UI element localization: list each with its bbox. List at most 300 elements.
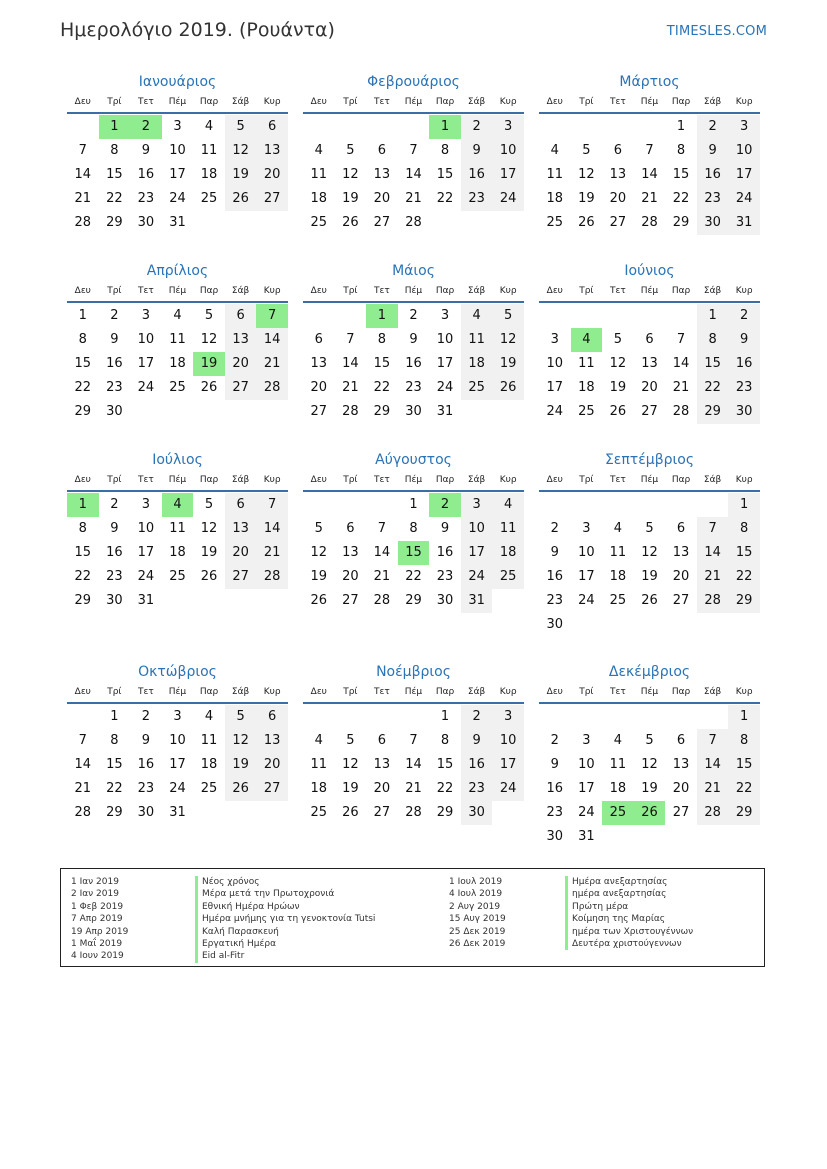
day-cell: 27	[672, 805, 690, 820]
empty-cell	[225, 801, 257, 825]
day-cell: 16	[728, 352, 760, 376]
weekday-label: Πέμ	[168, 475, 187, 485]
empty-cell	[492, 211, 524, 235]
day-cell: 16	[106, 356, 123, 371]
day-cell: 26	[225, 777, 257, 801]
day-cell: 17	[137, 545, 155, 560]
month-name: Αύγουστος	[375, 452, 452, 468]
day-cell: 22	[672, 191, 690, 206]
day-cell: 29	[728, 801, 760, 825]
holiday-date: 1 Ιουλ 2019	[449, 877, 503, 887]
day-cell: 24	[169, 781, 186, 796]
day-cell: 22	[436, 191, 454, 206]
day-cell: 25	[200, 191, 218, 206]
day-cell: 12	[225, 729, 257, 753]
day-cell: 8	[728, 517, 760, 541]
holiday-name: Ημέρα μνήμης για τη γενοκτονία Tutsi	[195, 913, 375, 925]
day-cell: 9	[697, 139, 729, 163]
day-cell: 3	[550, 332, 559, 347]
day-cell: 22	[106, 781, 123, 796]
day-cell: 15	[697, 352, 729, 376]
day-cell: 4	[173, 308, 182, 323]
day-cell: 4	[571, 328, 603, 352]
month-name: Οκτώβριος	[138, 664, 217, 680]
holiday-name: Μέρα μετά την Πρωτοχρονιά	[195, 888, 375, 900]
day-cell: 28	[256, 565, 288, 589]
day-cell: 6	[613, 143, 623, 158]
day-cell: 4	[613, 733, 623, 748]
empty-cell	[256, 400, 288, 424]
day-cell: 28	[373, 593, 391, 608]
day-cell: 17	[461, 541, 493, 565]
month-name: Νοέμβριος	[376, 664, 451, 680]
empty-cell	[665, 825, 697, 849]
day-cell: 31	[169, 215, 186, 230]
week-row	[67, 304, 288, 328]
empty-cell	[492, 801, 524, 825]
day-cell: 1	[78, 308, 87, 323]
weekday-label: Παρ	[671, 97, 691, 107]
day-cell: 7	[377, 521, 387, 536]
day-cell: 19	[225, 163, 257, 187]
day-cell: 22	[405, 569, 422, 584]
empty-cell	[366, 493, 398, 517]
empty-cell	[571, 613, 603, 637]
week-row	[67, 211, 288, 235]
day-cell: 20	[225, 541, 257, 565]
day-cell: 24	[578, 805, 595, 820]
day-cell: 21	[74, 191, 92, 206]
day-cell: 23	[461, 187, 493, 211]
month-5	[303, 261, 524, 424]
week-row	[539, 328, 760, 352]
week-row	[539, 613, 760, 637]
day-cell: 2	[141, 709, 151, 724]
empty-cell	[697, 825, 729, 849]
day-cell: 18	[609, 569, 627, 584]
day-cell: 26	[342, 215, 359, 230]
day-cell: 12	[200, 521, 218, 536]
day-cell: 1	[67, 493, 99, 517]
week-row	[539, 139, 760, 163]
day-cell: 2	[130, 115, 162, 139]
day-cell: 8	[110, 143, 119, 158]
week-row	[539, 729, 760, 753]
day-cell: 13	[373, 167, 391, 182]
day-cell: 23	[405, 380, 422, 395]
day-cell: 17	[728, 163, 760, 187]
day-cell: 21	[405, 191, 422, 206]
day-cell: 25	[602, 801, 634, 825]
day-cell: 7	[256, 493, 288, 517]
day-cell: 28	[74, 805, 92, 820]
empty-cell	[67, 705, 99, 729]
day-cell: 21	[672, 380, 690, 395]
weekday-label: Τρί	[343, 97, 358, 107]
day-cell: 6	[645, 332, 654, 347]
week-row	[67, 777, 288, 801]
day-cell: 7	[78, 733, 87, 748]
week-row	[67, 705, 288, 729]
weekday-label: Κυρ	[499, 687, 517, 697]
empty-cell	[366, 705, 398, 729]
day-cell: 11	[609, 757, 627, 772]
week-row	[303, 565, 524, 589]
day-cell: 11	[578, 356, 595, 371]
day-cell: 24	[546, 404, 564, 419]
week-row	[303, 211, 524, 235]
day-cell: 5	[225, 705, 257, 729]
day-cell: 22	[436, 781, 454, 796]
day-cell: 18	[461, 352, 493, 376]
day-cell: 8	[78, 332, 87, 347]
week-row	[67, 541, 288, 565]
day-cell: 8	[440, 733, 450, 748]
week-row	[539, 589, 760, 613]
week-row	[303, 493, 524, 517]
day-cell: 27	[609, 215, 627, 230]
day-cell: 30	[137, 215, 155, 230]
day-cell: 25	[578, 404, 595, 419]
day-cell: 18	[169, 356, 186, 371]
week-row	[303, 753, 524, 777]
day-cell: 1	[409, 497, 418, 512]
empty-cell	[225, 211, 257, 235]
day-cell: 5	[645, 521, 654, 536]
day-cell: 20	[225, 352, 257, 376]
day-cell: 3	[728, 115, 760, 139]
weekday-label: Τρί	[107, 475, 122, 485]
day-cell: 22	[74, 380, 92, 395]
day-cell: 23	[137, 191, 155, 206]
empty-cell	[225, 589, 257, 613]
day-cell: 3	[141, 497, 151, 512]
day-cell: 21	[697, 565, 729, 589]
day-cell: 10	[492, 139, 524, 163]
week-row	[303, 400, 524, 424]
weekday-label: Τετ	[138, 286, 154, 296]
week-row	[67, 400, 288, 424]
holiday-dates-col-1	[71, 876, 128, 963]
holiday-name: ημέρα των Χριστουγέννων	[565, 926, 693, 938]
day-cell: 31	[137, 593, 155, 608]
day-cell: 10	[137, 521, 155, 536]
empty-cell	[665, 705, 697, 729]
day-cell: 15	[436, 757, 454, 772]
day-cell: 11	[169, 521, 186, 536]
day-cell: 19	[641, 569, 658, 584]
week-row	[539, 777, 760, 801]
day-cell: 12	[342, 757, 359, 772]
holiday-date: 2 Αυγ 2019	[449, 901, 501, 912]
holiday-legend	[60, 868, 765, 967]
day-cell: 19	[225, 753, 257, 777]
day-cell: 16	[697, 163, 729, 187]
weekday-label: Σάβ	[703, 475, 722, 485]
empty-cell	[303, 705, 335, 729]
weekday-label: Τετ	[374, 475, 390, 485]
day-cell: 2	[409, 308, 418, 323]
weekday-header	[539, 95, 760, 114]
weekday-header	[67, 284, 288, 303]
day-cell: 26	[200, 569, 218, 584]
weekday-header	[303, 95, 524, 114]
day-cell: 4	[492, 493, 524, 517]
day-cell: 3	[440, 308, 450, 323]
weekday-label: Πέμ	[168, 687, 187, 697]
day-cell: 29	[74, 404, 92, 419]
day-cell: 13	[641, 356, 658, 371]
empty-cell	[162, 589, 194, 613]
empty-cell	[728, 613, 760, 637]
day-cell: 12	[641, 757, 658, 772]
empty-cell	[539, 115, 571, 139]
weekday-label: Πέμ	[640, 687, 659, 697]
day-cell: 5	[314, 521, 323, 536]
day-cell: 16	[137, 167, 155, 182]
weekday-label: Πέμ	[168, 286, 187, 296]
weekday-label: Παρ	[435, 286, 455, 296]
weekday-label: Τετ	[138, 475, 154, 485]
day-cell: 26	[634, 801, 666, 825]
day-cell: 9	[409, 332, 418, 347]
day-cell: 2	[550, 733, 559, 748]
day-cell: 10	[578, 545, 595, 560]
day-cell: 17	[578, 569, 595, 584]
day-cell: 6	[256, 705, 288, 729]
day-cell: 20	[609, 191, 627, 206]
day-cell: 26	[225, 187, 257, 211]
day-cell: 20	[342, 569, 359, 584]
weekday-label: Πέμ	[404, 286, 423, 296]
day-cell: 26	[641, 593, 658, 608]
weekday-header	[303, 284, 524, 303]
day-cell: 15	[728, 541, 760, 565]
day-cell: 10	[578, 757, 595, 772]
day-cell: 2	[429, 493, 461, 517]
holiday-date: 2 Ιαν 2019	[71, 889, 119, 900]
weekday-label: Δευ	[74, 97, 91, 107]
day-cell: 20	[373, 191, 391, 206]
day-cell: 2	[728, 304, 760, 328]
week-row	[303, 304, 524, 328]
day-cell: 11	[310, 167, 328, 182]
weekday-label: Κυρ	[735, 687, 753, 697]
holiday-date: 7 Απρ 2019	[71, 914, 123, 925]
day-cell: 20	[672, 569, 690, 584]
weekday-label: Πέμ	[404, 97, 423, 107]
day-cell: 19	[342, 191, 359, 206]
week-row	[67, 517, 288, 541]
day-cell: 18	[578, 380, 595, 395]
day-cell: 9	[461, 139, 493, 163]
day-cell: 27	[672, 593, 690, 608]
day-cell: 27	[373, 805, 391, 820]
week-row	[539, 493, 760, 517]
day-cell: 28	[405, 805, 422, 820]
day-cell: 8	[409, 521, 418, 536]
weekday-header	[67, 95, 288, 114]
day-cell: 23	[546, 593, 564, 608]
weekday-label: Δευ	[310, 475, 327, 485]
month-10	[67, 662, 288, 825]
week-row	[539, 517, 760, 541]
month-11	[303, 662, 524, 825]
week-row	[67, 493, 288, 517]
day-cell: 14	[697, 753, 729, 777]
holiday-date: 15 Αυγ 2019	[449, 914, 506, 925]
weekday-label: Δευ	[546, 475, 563, 485]
day-cell: 2	[697, 115, 729, 139]
month-name: Ιανουάριος	[138, 74, 217, 90]
holiday-dates-col-2	[449, 876, 506, 950]
weekday-label: Κυρ	[735, 97, 753, 107]
day-cell: 14	[74, 167, 92, 182]
day-cell: 25	[310, 805, 328, 820]
day-cell: 10	[728, 139, 760, 163]
weekday-label: Πέμ	[168, 97, 187, 107]
holiday-date: 4 Ιουλ 2019	[449, 889, 503, 900]
day-cell: 23	[436, 569, 454, 584]
day-cell: 23	[106, 380, 123, 395]
weekday-label: Παρ	[435, 687, 455, 697]
month-name: Σεπτέμβριος	[604, 452, 695, 468]
day-cell: 28	[342, 404, 359, 419]
day-cell: 9	[141, 733, 151, 748]
weekday-label: Τετ	[610, 97, 626, 107]
brand-link[interactable]: TIMESLES.COM	[666, 24, 767, 39]
weekday-label: Κυρ	[263, 286, 281, 296]
day-cell: 13	[373, 757, 391, 772]
day-cell: 30	[697, 211, 729, 235]
month-name: Απρίλιος	[146, 263, 209, 279]
day-cell: 27	[225, 376, 257, 400]
day-cell: 12	[225, 139, 257, 163]
empty-cell	[256, 211, 288, 235]
day-cell: 16	[436, 545, 454, 560]
week-row	[303, 777, 524, 801]
month-name: Ιούνιος	[624, 263, 675, 279]
day-cell: 6	[314, 332, 323, 347]
day-cell: 2	[550, 521, 559, 536]
weekday-label: Σάβ	[467, 687, 486, 697]
day-cell: 23	[137, 781, 155, 796]
holiday-names-col-2	[565, 876, 693, 950]
day-cell: 2	[110, 497, 119, 512]
day-cell: 12	[310, 545, 328, 560]
week-row	[539, 163, 760, 187]
day-cell: 14	[74, 757, 92, 772]
day-cell: 23	[697, 187, 729, 211]
day-cell: 17	[169, 757, 186, 772]
weekday-label: Τετ	[138, 687, 154, 697]
day-cell: 19	[492, 352, 524, 376]
day-cell: 5	[582, 143, 591, 158]
day-cell: 14	[405, 167, 422, 182]
day-cell: 27	[641, 404, 658, 419]
holiday-date: 1 Ιαν 2019	[71, 877, 119, 887]
empty-cell	[602, 825, 634, 849]
month-name: Φεβρουάριος	[367, 74, 460, 90]
empty-cell	[303, 493, 335, 517]
weekday-label: Κυρ	[263, 97, 281, 107]
day-cell: 21	[342, 380, 359, 395]
empty-cell	[539, 705, 571, 729]
week-row	[67, 801, 288, 825]
weekday-label: Δευ	[74, 687, 91, 697]
weekday-label: Τρί	[579, 475, 594, 485]
day-cell: 17	[578, 781, 595, 796]
day-cell: 6	[225, 304, 257, 328]
weekday-label: Τρί	[343, 475, 358, 485]
weekday-label: Παρ	[671, 687, 691, 697]
day-cell: 6	[256, 115, 288, 139]
weekday-label: Κυρ	[735, 286, 753, 296]
day-cell: 13	[225, 328, 257, 352]
empty-cell	[665, 613, 697, 637]
day-cell: 24	[137, 569, 155, 584]
day-cell: 4	[461, 304, 493, 328]
empty-cell	[602, 115, 634, 139]
day-cell: 9	[141, 143, 151, 158]
week-row	[67, 163, 288, 187]
month-9	[539, 450, 760, 637]
day-cell: 13	[256, 729, 288, 753]
day-cell: 16	[461, 753, 493, 777]
month-2	[303, 72, 524, 235]
weekday-label: Σάβ	[703, 687, 722, 697]
day-cell: 11	[310, 757, 328, 772]
day-cell: 28	[697, 801, 729, 825]
weekday-label: Σάβ	[703, 97, 722, 107]
empty-cell	[335, 493, 367, 517]
weekday-label: Τρί	[579, 687, 594, 697]
day-cell: 10	[546, 356, 564, 371]
week-row	[67, 589, 288, 613]
day-cell: 5	[346, 733, 355, 748]
month-name: Μάιος	[392, 263, 435, 279]
day-cell: 3	[141, 308, 151, 323]
day-cell: 17	[137, 356, 155, 371]
week-row	[303, 139, 524, 163]
empty-cell	[256, 801, 288, 825]
weekday-label: Δευ	[310, 97, 327, 107]
day-cell: 14	[256, 328, 288, 352]
day-cell: 9	[110, 521, 119, 536]
weekday-label: Τρί	[107, 286, 122, 296]
empty-cell	[461, 400, 493, 424]
day-cell: 30	[461, 801, 493, 825]
day-cell: 15	[672, 167, 690, 182]
day-cell: 6	[676, 733, 686, 748]
weekday-label: Δευ	[546, 286, 563, 296]
holiday-name: Νέος χρόνος	[195, 876, 375, 888]
day-cell: 16	[405, 356, 422, 371]
month-name: Ιούλιος	[152, 452, 203, 468]
holiday-name: Εργατική Ημέρα	[195, 938, 375, 950]
empty-cell	[193, 400, 225, 424]
day-cell: 14	[672, 356, 690, 371]
weekday-label: Παρ	[671, 286, 691, 296]
day-cell: 13	[256, 139, 288, 163]
page-title: Ημερολόγιο 2019. (Ρουάντα)	[60, 19, 335, 41]
day-cell: 13	[672, 545, 690, 560]
day-cell: 28	[405, 215, 422, 230]
day-cell: 24	[578, 593, 595, 608]
week-row	[67, 352, 288, 376]
day-cell: 4	[162, 493, 194, 517]
day-cell: 18	[609, 781, 627, 796]
